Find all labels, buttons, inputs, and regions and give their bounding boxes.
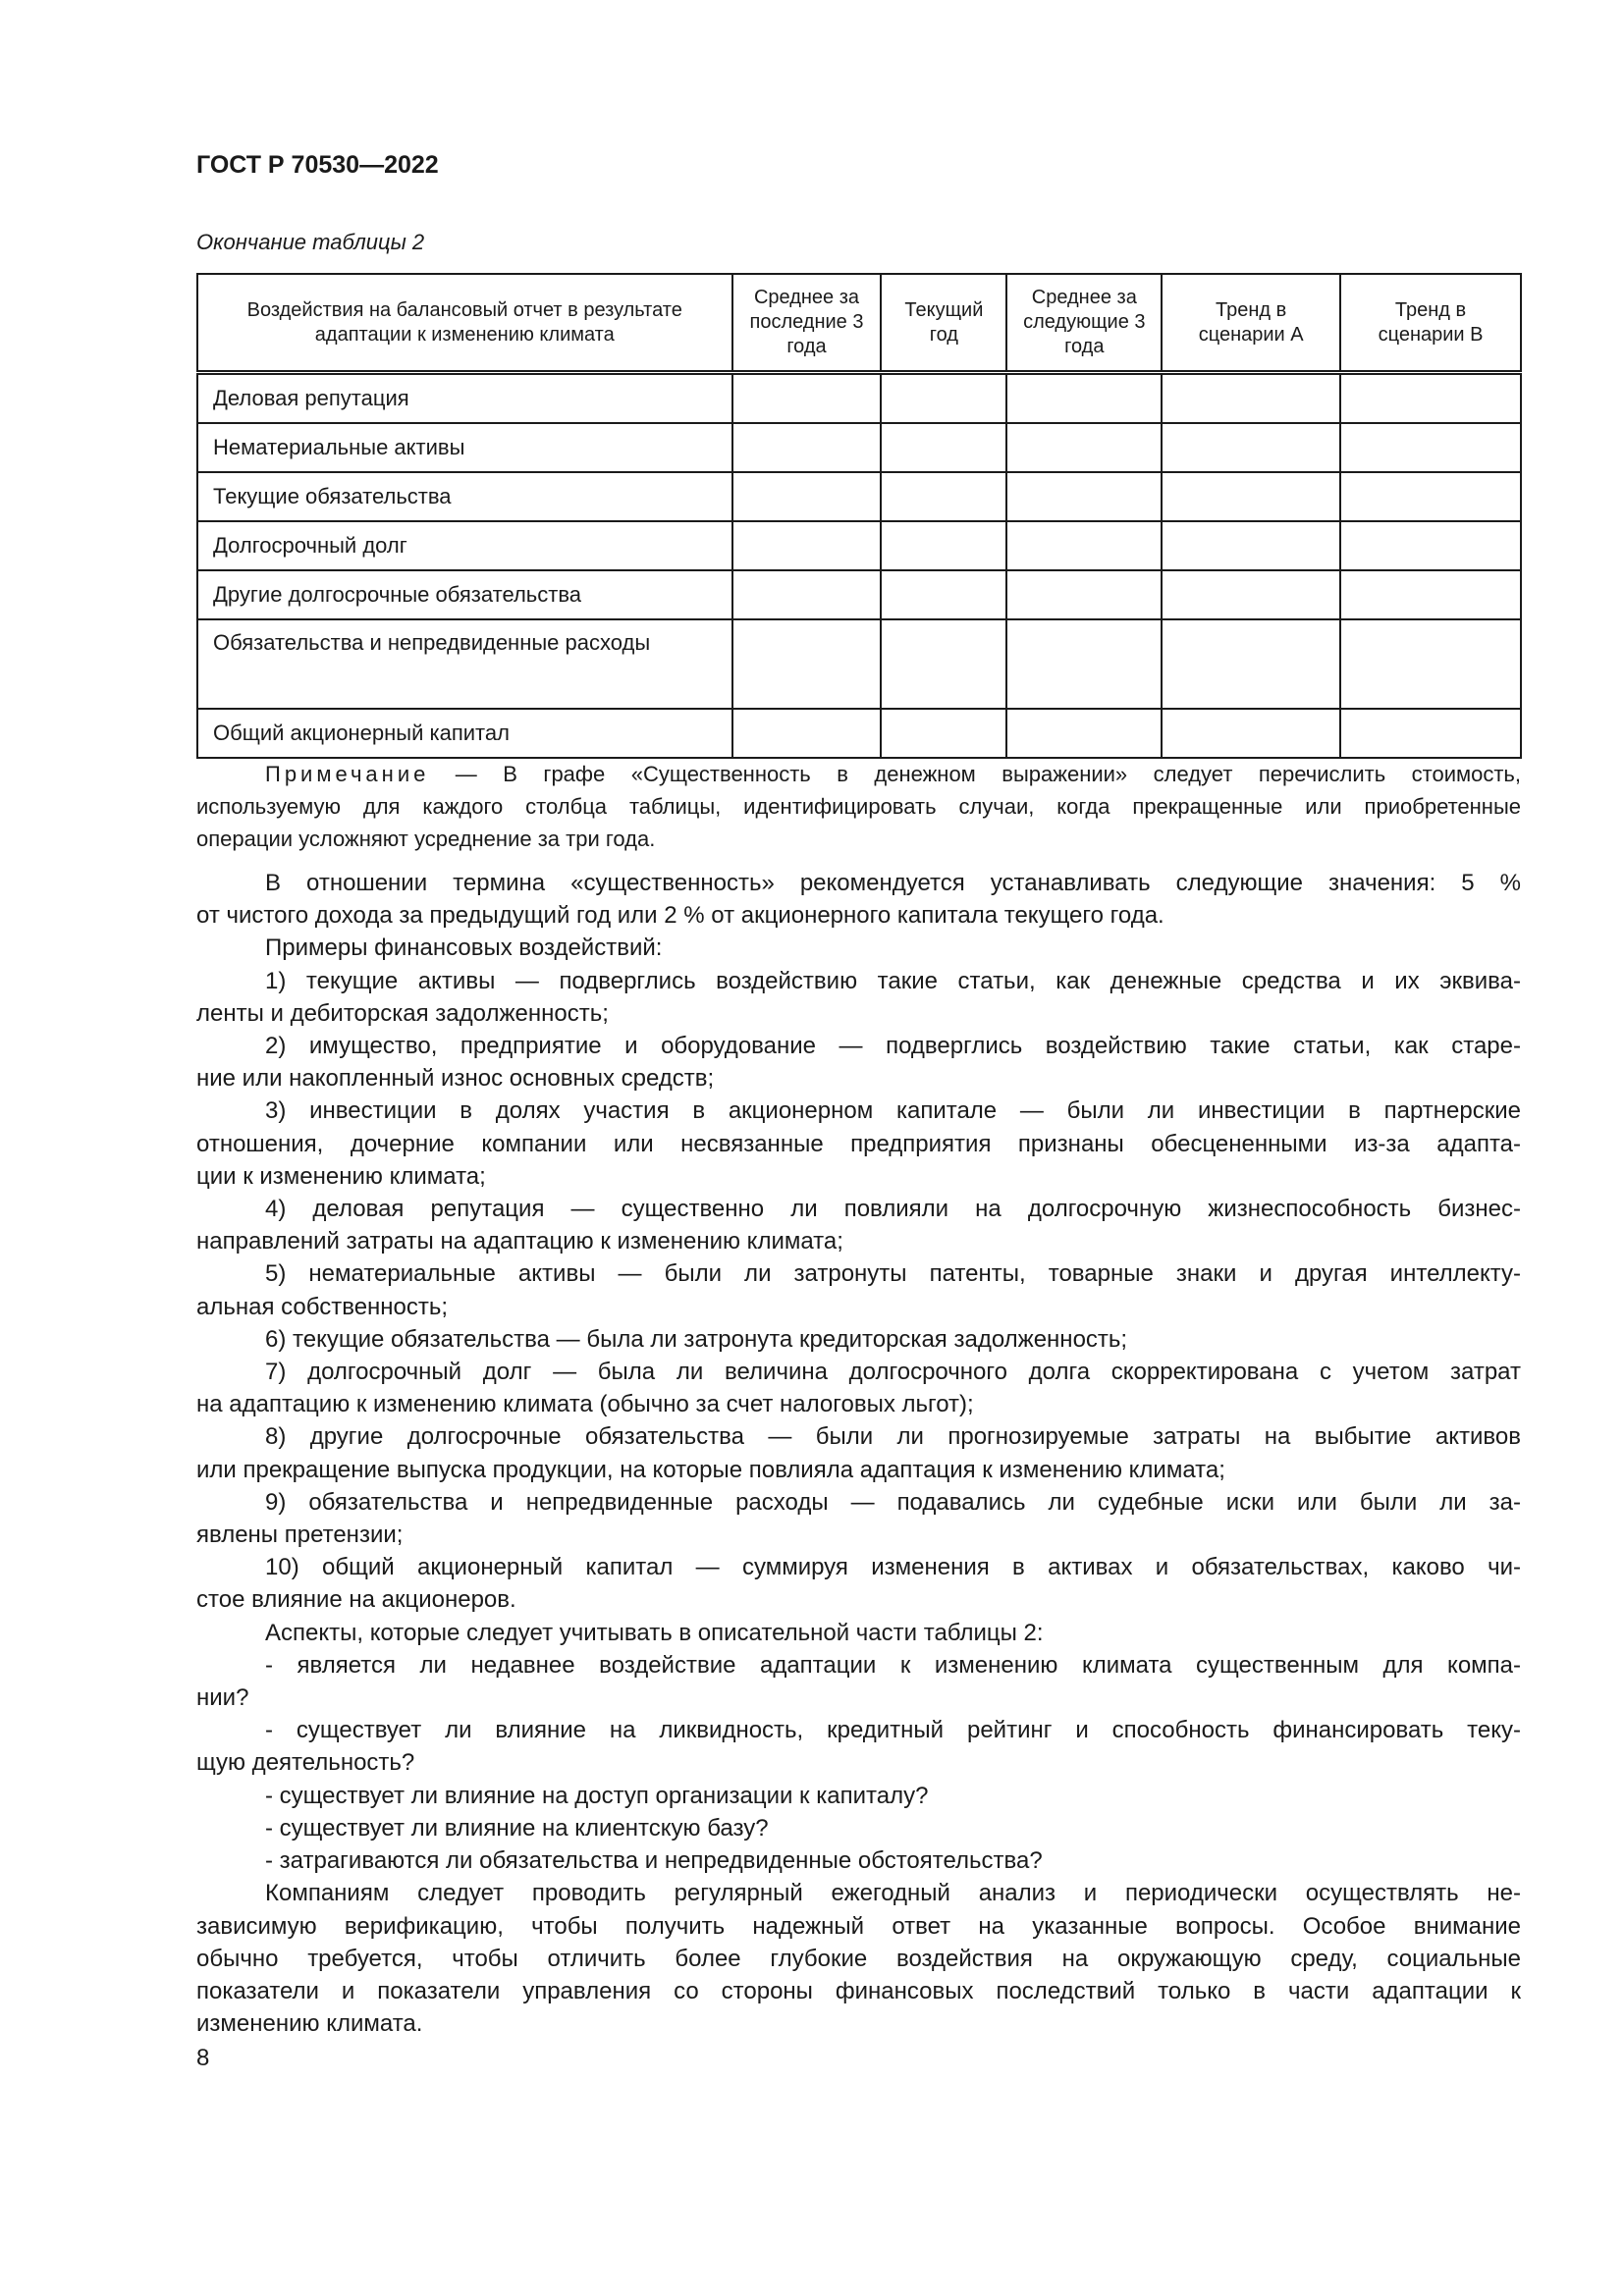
paragraph-line: 2) имущество, предприятие и оборудование — подверглись воздействию такие статьи, как старе- [265,1033,1521,1060]
paragraph [196,1420,1521,1485]
table-cell [1006,423,1162,472]
table-cell [1162,373,1340,424]
paragraph [196,1812,1521,1844]
document-title: ГОСТ Р 70530—2022 [196,151,439,179]
row-label: Текущие обязательства [197,472,732,521]
paragraph [196,1714,1521,1779]
paragraph-line: щую деятельность? [196,1749,415,1777]
note-line [196,758,1521,790]
table-cell [732,423,882,472]
paragraph-line: 9) обязательства и непредвиденные расходы — подавались ли судебные иски или были ли за- [265,1488,1521,1516]
paragraph [196,1877,1521,2040]
paragraph-line: от чистого дохода за предыдущий год или 2 % от акционерного капитала текущего года. [196,902,1164,930]
paragraph-line: изменению климата. [196,2010,423,2038]
paragraph-line: явлены претензии; [196,1522,404,1549]
table-cell [732,619,882,709]
paragraph-line: альная собственность; [196,1293,449,1320]
table-caption: Окончание таблицы 2 [196,230,425,254]
paragraph-line: - существует ли влияние на доступ организации к капиталу? [265,1782,929,1809]
paragraph-line: ленты и дебиторская задолженность; [196,999,609,1027]
table-cell [1340,472,1521,521]
table-cell [1162,423,1340,472]
paragraph-line: 8) другие долгосрочные обязательства — были ли прогнозируемые затраты на выбытие активов [265,1423,1521,1451]
paragraph-line: - затрагиваются ли обязательства и непредвиденные обстоятельства? [265,1847,1043,1875]
table-cell [1162,619,1340,709]
paragraph-line: - существует ли влияние на ликвидность, кредитный рейтинг и способность финансировать теку- [265,1717,1521,1744]
table-cell [1006,709,1162,758]
impact-table [196,273,1522,759]
paragraph [196,867,1521,932]
column-header: Среднее за следующие 3 года [1006,274,1162,373]
table-row [197,619,1521,709]
paragraph-line: В отношении термина «существенность» рекомендуется устанавливать следующие значения: 5 % [265,870,1521,896]
table-row [197,709,1521,758]
table-cell [1162,570,1340,619]
table-cell [732,521,882,570]
paragraph-line: направлений затраты на адаптацию к изменению климата; [196,1228,843,1255]
table-cell [1340,619,1521,709]
note-line: операции усложняют усреднение за три года. [196,827,656,851]
table-row [197,570,1521,619]
table-cell [881,570,1006,619]
paragraph-line: 7) долгосрочный долг — была ли величина долгосрочного долга скорректирована с учетом затрат [265,1359,1521,1386]
body-text [196,867,1521,2040]
paragraph-line: стое влияние на акционеров. [196,1586,516,1614]
paragraph-line: зависимую верификацию, чтобы получить надежный ответ на указанные вопросы. Особое внимание [196,1912,1521,1940]
paragraph-line: Примеры финансовых воздействий: [265,934,663,962]
paragraph-line: показатели и показатели управления со стороны финансовых последствий только в части адаптации к [196,1977,1521,2004]
table-row [197,373,1521,424]
paragraph-line: - является ли недавнее воздействие адаптации к изменению климата существенным для компа- [265,1651,1521,1679]
table-cell [881,709,1006,758]
page-number: 8 [196,2045,210,2071]
paragraph [196,1030,1521,1095]
row-label: Другие долгосрочные обязательства [197,570,732,619]
table-cell [881,472,1006,521]
column-header: Среднее за последние 3 года [732,274,882,373]
row-label: Нематериальные активы [197,423,732,472]
paragraph-line: 4) деловая репутация — существенно ли повлияли на долгосрочную жизнеспособность бизнес- [265,1196,1521,1223]
paragraph-line: Аспекты, которые следует учитывать в описательной части таблицы 2: [265,1619,1044,1646]
row-label: Обязательства и непредвиденные расходы [197,619,732,709]
table-cell [1006,472,1162,521]
table-cell [1340,709,1521,758]
row-label: Долгосрочный долг [197,521,732,570]
table-cell [732,373,882,424]
table-cell [1340,423,1521,472]
table-cell [1340,373,1521,424]
table-cell [1340,521,1521,570]
column-header: Воздействия на балансовый отчет в результате адаптации к изменению климата [197,274,732,373]
table-cell [1006,570,1162,619]
table-header-row [197,274,1521,373]
paragraph [196,1649,1521,1714]
paragraph-line: 6) текущие обязательства — была ли затронута кредиторская задолженность; [265,1325,1128,1353]
paragraph [196,1486,1521,1551]
paragraph-line: ции к изменению климата; [196,1162,486,1190]
paragraph [196,965,1521,1030]
paragraph-line: отношения, дочерние компании или несвязанные предприятия признаны обесцененными из-за адапта- [196,1130,1521,1157]
table-cell [1162,472,1340,521]
table-cell [1162,521,1340,570]
paragraph-line: 1) текущие активы — подверглись воздействию такие статьи, как денежные средства и их эквива- [265,967,1521,994]
table-row [197,472,1521,521]
column-header: Тренд в сценарии В [1340,274,1521,373]
table-cell [1006,373,1162,424]
note-label: Примечание [265,762,430,786]
paragraph [196,1356,1521,1420]
table-cell [881,423,1006,472]
table-cell [881,521,1006,570]
table-cell [1162,709,1340,758]
paragraph [196,932,1521,964]
paragraph [196,1780,1521,1812]
paragraph [196,1323,1521,1356]
paragraph-line: 3) инвестиции в долях участия в акционерном капитале — были ли инвестиции в партнерские [265,1097,1521,1125]
column-header: Текущий год [881,274,1006,373]
note-text: — В графе «Существенность в денежном выражении» следует перечислить стоимость, [429,762,1521,786]
table-cell [732,570,882,619]
paragraph-line: 10) общий акционерный капитал — суммируя изменения в активах и обязательствах, каково чи- [265,1554,1521,1581]
note-line: используемую для каждого столбца таблицы, идентифицировать случаи, когда прекращенные или приобретенные [196,794,1521,819]
paragraph [196,1257,1521,1322]
table-row [197,521,1521,570]
row-label: Деловая репутация [197,373,732,424]
table-cell [1006,619,1162,709]
table-cell [1006,521,1162,570]
paragraph-line: на адаптацию к изменению климата (обычно за счет налоговых льгот); [196,1391,974,1418]
paragraph-line: Компаниям следует проводить регулярный ежегодный анализ и периодически осуществлять не- [265,1880,1521,1907]
table-row [197,423,1521,472]
paragraph [196,1193,1521,1257]
paragraph [196,1095,1521,1193]
table-note [196,758,1521,855]
paragraph-line: 5) нематериальные активы — были ли затронуты патенты, товарные знаки и другая интеллекту- [265,1260,1521,1288]
paragraph-line: - существует ли влияние на клиентскую базу? [265,1814,769,1842]
row-label: Общий акционерный капитал [197,709,732,758]
paragraph [196,1551,1521,1616]
paragraph [196,1844,1521,1877]
table-cell [732,472,882,521]
paragraph-line: или прекращение выпуска продукции, на которые повлияла адаптация к изменению климата; [196,1456,1225,1483]
table-cell [881,373,1006,424]
paragraph [196,1617,1521,1649]
paragraph-line: нии? [196,1684,249,1712]
paragraph-line: ние или накопленный износ основных средств; [196,1065,715,1093]
table-cell [732,709,882,758]
table-cell [1340,570,1521,619]
table-cell [881,619,1006,709]
column-header: Тренд в сценарии А [1162,274,1340,373]
paragraph-line: обычно требуется, чтобы отличить более глубокие воздействия на окружающую среду, социальные [196,1945,1521,1972]
